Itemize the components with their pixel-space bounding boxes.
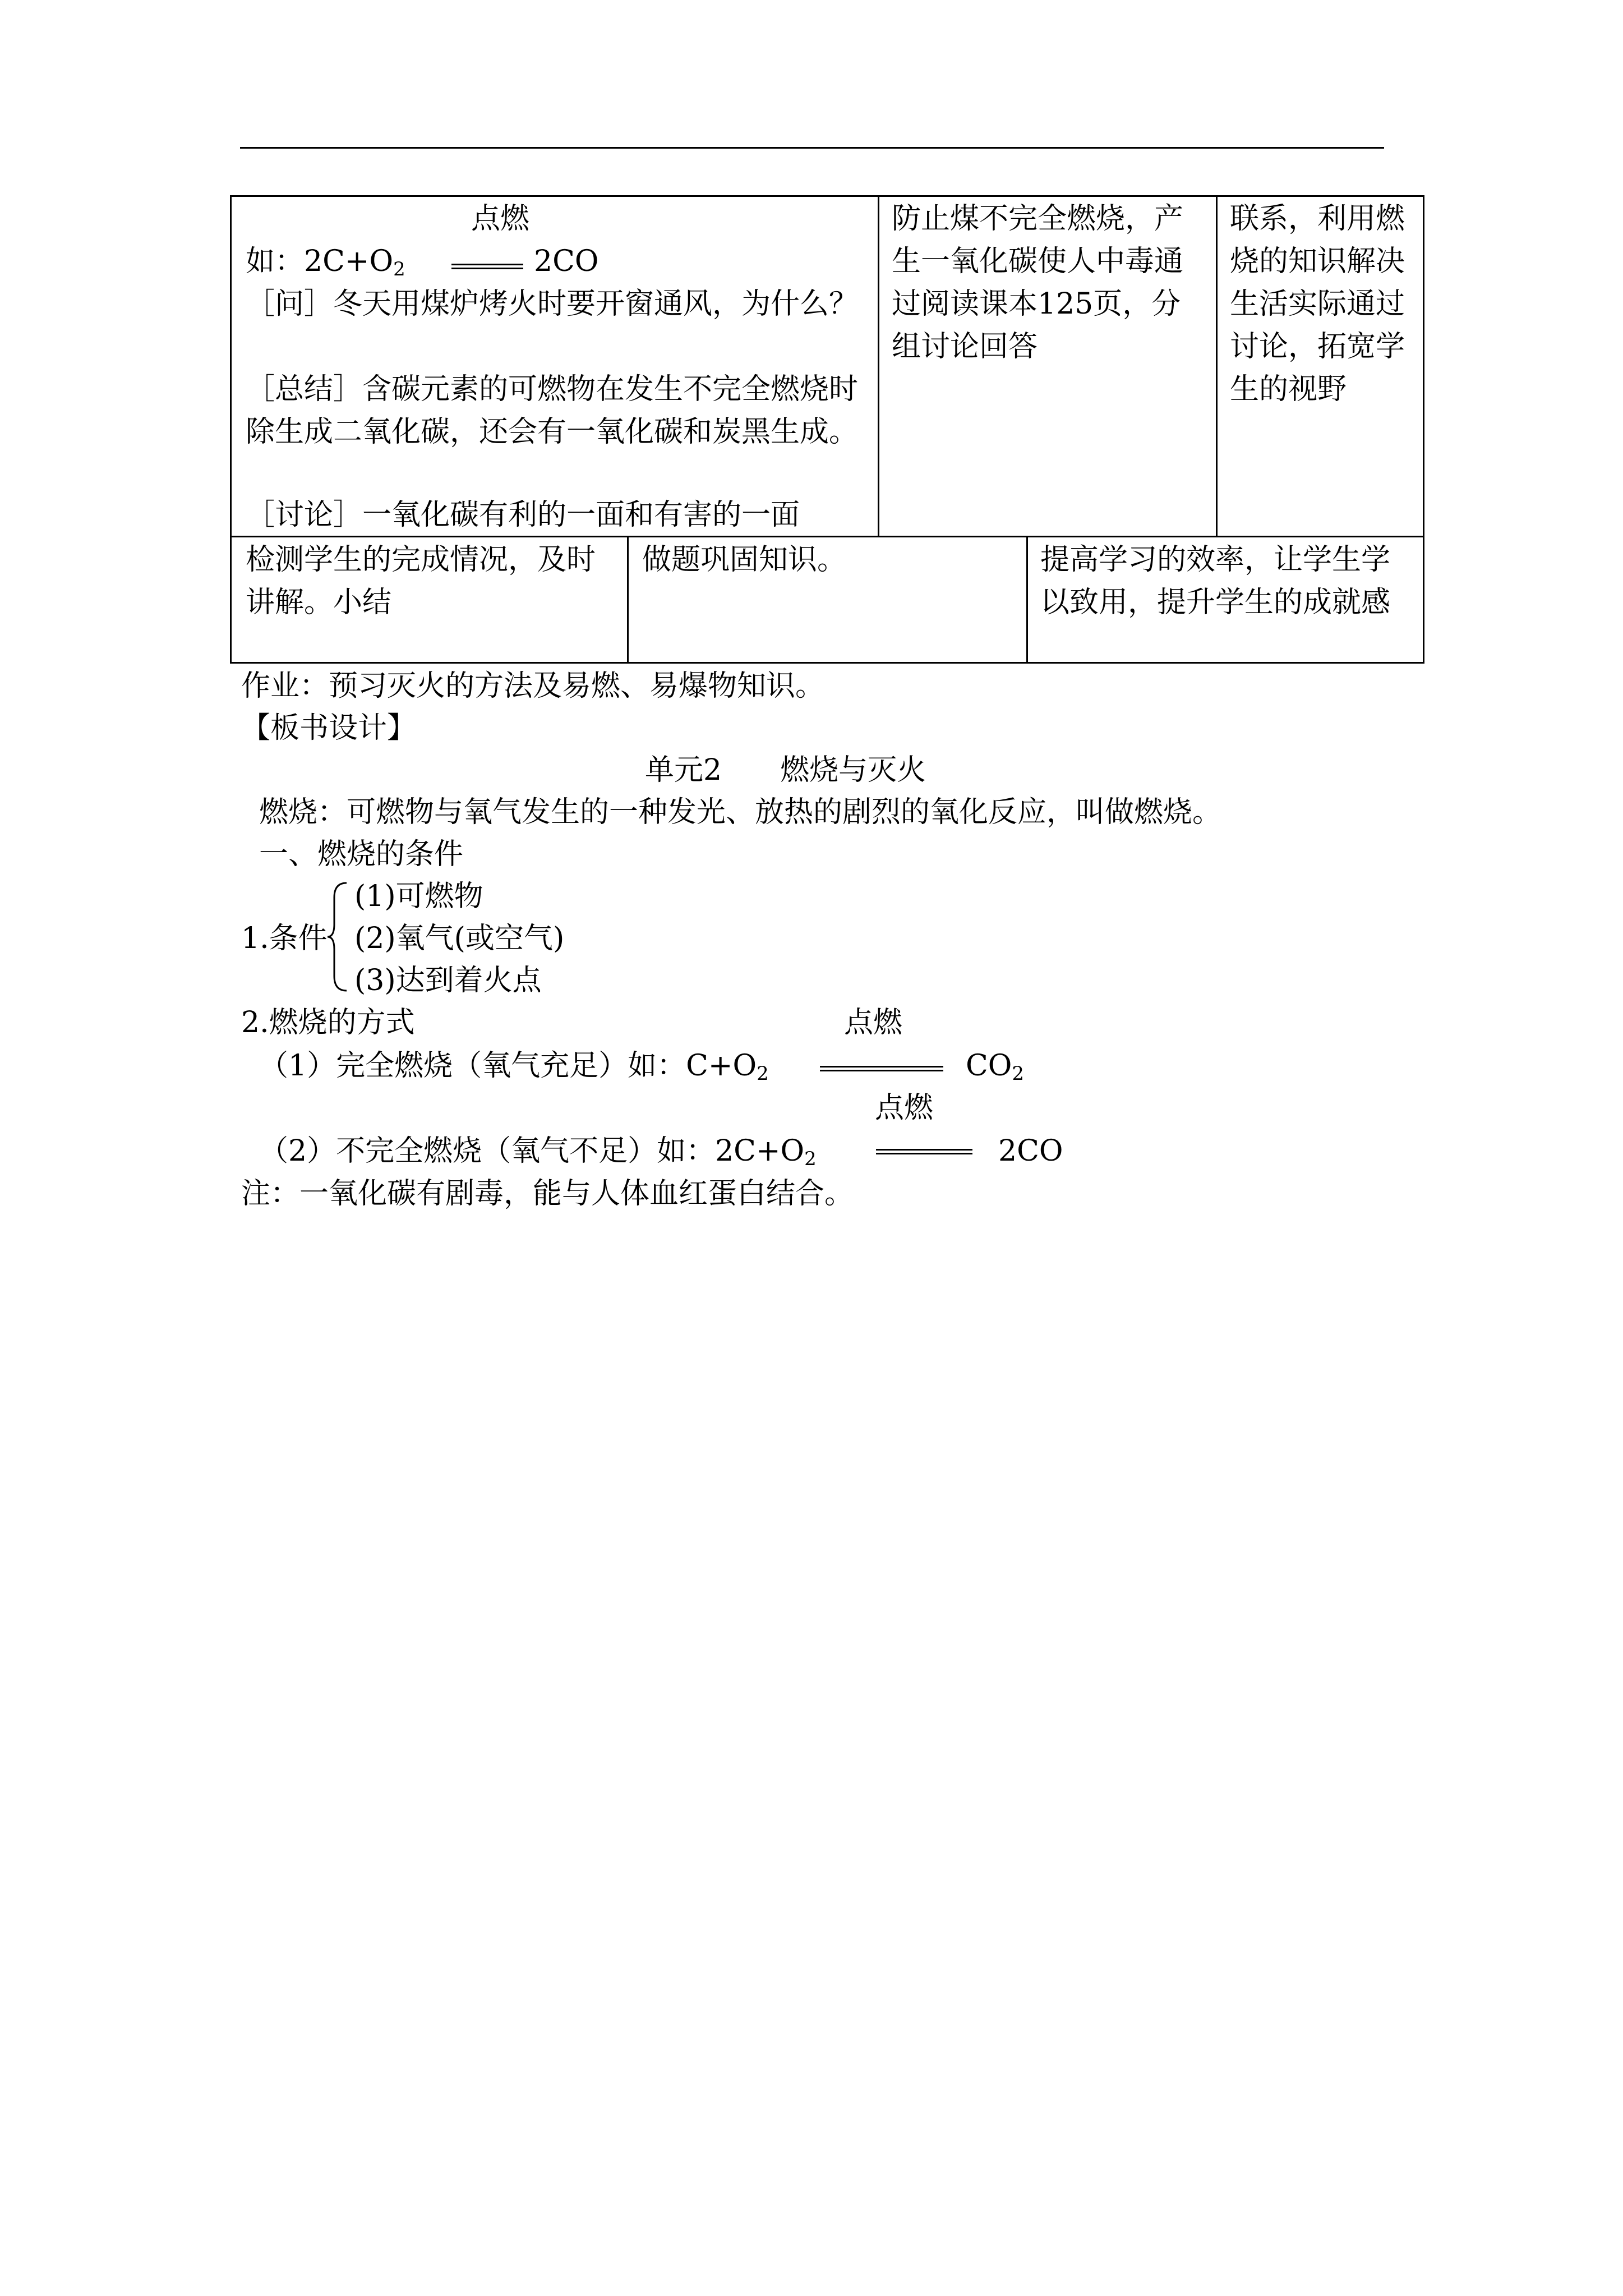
conditions-label: 1.条件 (241, 922, 328, 955)
summary-text: ［总结］含碳元素的可燃物在发生不完全燃烧时除生成二氧化碳，还会有一氧化碳和炭黑生成。 (246, 372, 859, 449)
condition-item: (3)达到着火点 (354, 964, 542, 997)
unit-title: 单元2 燃烧与灭火 (645, 753, 926, 787)
incomplete-combustion: （2）不完全燃烧（氧气不足）如：$2C+O_2$ (259, 1134, 817, 1170)
equals-sign (876, 1149, 972, 1154)
homework: 作业：预习灭火的方法及易燃、易爆物知识。 (241, 669, 825, 703)
header-rule (240, 147, 1384, 149)
equals-sign (451, 264, 523, 269)
section-conditions-title: 一、燃烧的条件 (259, 838, 464, 871)
note: 注：一氧化碳有剧毒，能与人体血红蛋白结合。 (241, 1177, 854, 1211)
left-brace-icon (326, 881, 349, 993)
condition-item: (2)氧气(或空气) (354, 922, 565, 955)
combustion-definition: 燃烧：可燃物与氧气发生的一种发光、放热的剧烈的氧化反应，叫做燃烧。 (259, 795, 1222, 829)
equation-incomplete: 如：$2C+O_2$ (246, 245, 405, 280)
methods-title: 2.燃烧的方式 (241, 1006, 415, 1039)
complete-combustion: （1）完全燃烧（氧气充足）如：$C+O_2$ (259, 1049, 769, 1085)
student-activity: 防止煤不完全燃烧，产生一氧化碳使人中毒通过阅读课本125页，分组讨论回答 (892, 202, 1184, 364)
condition-item: (1)可燃物 (354, 880, 483, 913)
ignite-label: 点燃 (875, 1091, 934, 1125)
ignite-label: 点燃 (844, 1006, 903, 1039)
board-design-heading: 【板书设计】 (241, 711, 417, 745)
student-practice: 做题巩固知识。 (642, 543, 847, 577)
complete-product: $CO_2$ (966, 1049, 1025, 1085)
equals-sign (820, 1066, 943, 1071)
teacher-activity: 检测学生的完成情况，及时讲解。小结 (246, 543, 596, 619)
design-intent: 联系，利用燃烧的知识解决生活实际通过讨论，拓宽学生的视野 (1230, 202, 1405, 406)
discuss-text: ［讨论］一氧化碳有利的一面和有害的一面 (246, 498, 800, 532)
question-text: ［问］冬天用煤炉烤火时要开窗通风，为什么？ (246, 287, 859, 321)
incomplete-product: 2CO (998, 1134, 1063, 1168)
practice-intent: 提高学习的效率，让学生学以致用，提升学生的成就感 (1040, 543, 1391, 619)
ignite-label: 点燃 (471, 202, 530, 236)
